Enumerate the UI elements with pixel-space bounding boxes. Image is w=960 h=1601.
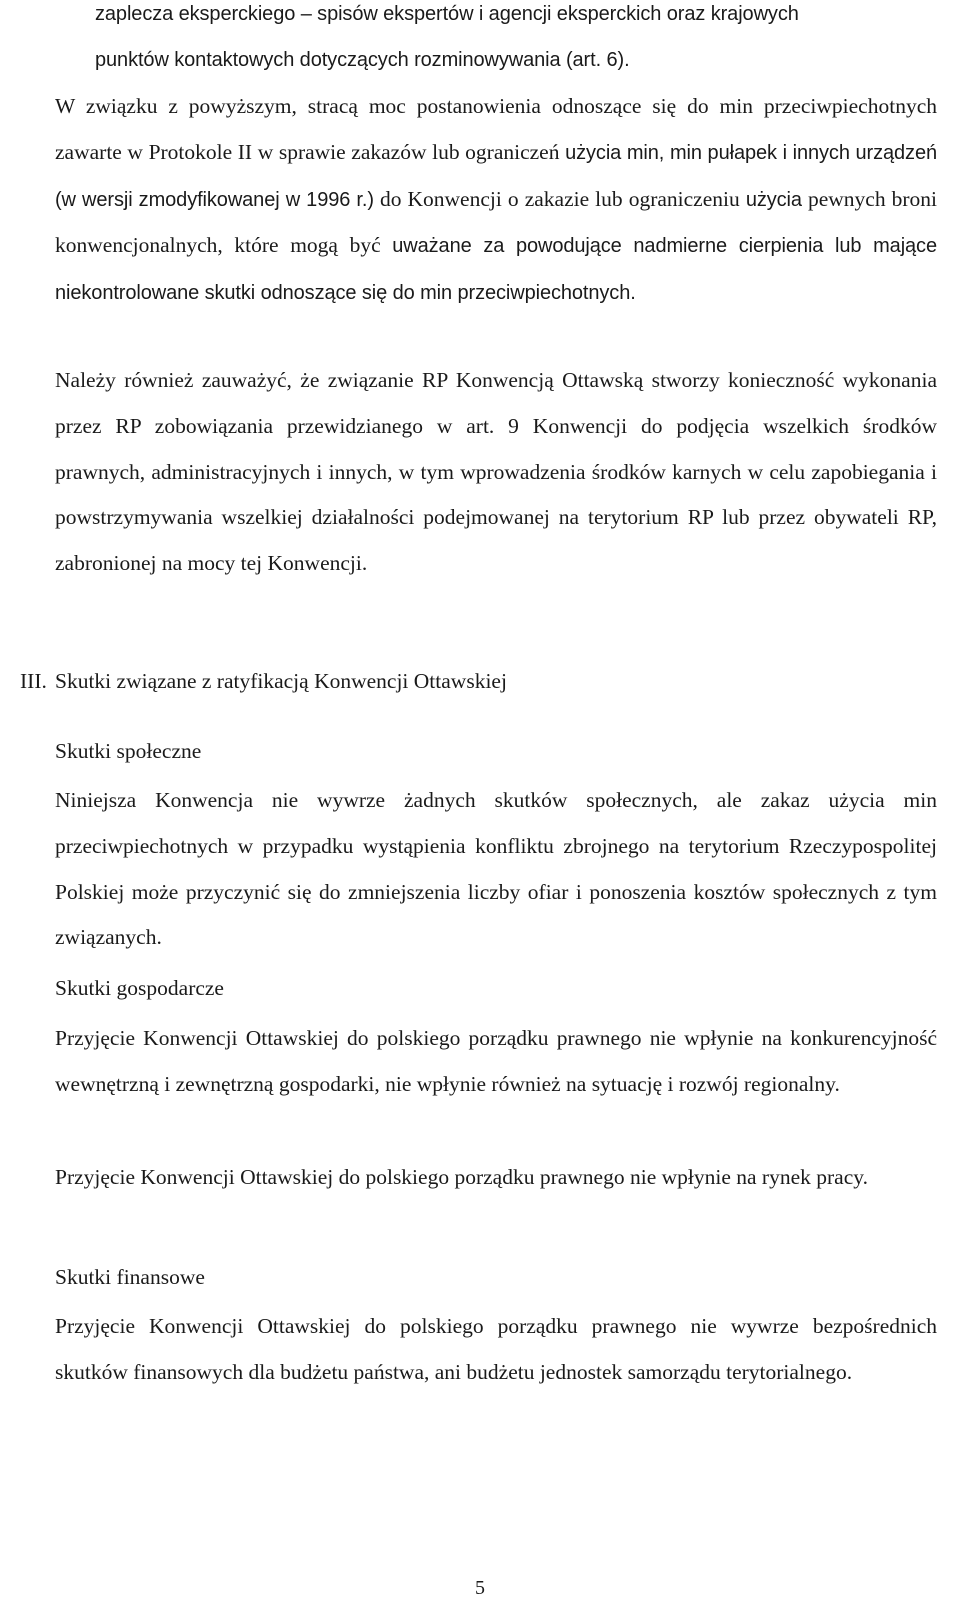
paragraph-obligation: Należy również zauważyć, że związanie RP Konwencją Ottawską stworzy konieczność wykonania przez RP zobowiązania przewidzianego w art. 9 Konwencji do podjęcia wszelkich środków prawnych, administracyjnych i innych, w tym wprowadzenia środków karnych w celu zapobiegania i powstrzymywania wszelkiej działalności podejmowanej na terytorium RP lub przez obywateli RP, zabronionej na mocy tej Konwencji. xyxy=(55,368,937,576)
paragraph-protocol-part4: użycia xyxy=(745,188,802,211)
paragraph-protocol-part6: uważane za powodujące nadmierne cierpienia lub mające niekontrolowane skutki odnoszące się do min przeciwpiechotnych. xyxy=(55,235,937,305)
paragraph-financial: Przyjęcie Konwencji Ottawskiej do polskiego porządku prawnego nie wywrze bezpośrednich skutków finansowych dla budżetu państwa, ani budżetu jednostek samorządu terytorialnego. xyxy=(55,1314,937,1384)
heading-economic: Skutki gospodarcze xyxy=(55,976,224,1000)
paragraph-protocol-part3: do Konwencji o zakazie lub ograniczeniu xyxy=(373,186,740,211)
paragraph-protocol-part5: pewnych broni konwencjonalnych, które mogą być xyxy=(55,186,938,258)
paragraph-economic-1: Przyjęcie Konwencji Ottawskiej do polskiego porządku prawnego nie wpłynie na konkurencyjność wewnętrzną i zewnętrzną gospodarki, nie wpłynie również na sytuację i rozwój regionalny. xyxy=(55,1026,937,1096)
section-title: Skutki związane z ratyfikacją Konwencji Ottawskiej xyxy=(55,669,507,693)
continuation-line-2: punktów kontaktowych dotyczących rozminowywania (art. 6). xyxy=(95,49,630,71)
page-number: 5 xyxy=(475,1577,485,1599)
continuation-line-1: zaplecza eksperckiego – spisów ekspertów i agencji eksperckich oraz krajowych xyxy=(95,3,799,25)
paragraph-protocol xyxy=(55,84,937,317)
paragraph-economic-2: Przyjęcie Konwencji Ottawskiej do polskiego porządku prawnego nie wpłynie na rynek pracy. xyxy=(55,1165,868,1189)
heading-financial: Skutki finansowe xyxy=(55,1265,205,1289)
paragraph-protocol-part1: W związku z powyższym, stracą moc postanowienia odnoszące się do min przeciwpiechotnych zawarte w Protokole II w sprawie zakazów lub ograniczeń xyxy=(55,94,937,164)
paragraph-social: Niniejsza Konwencja nie wywrze żadnych skutków społecznych, ale zakaz użycia min przeciwpiechotnych w przypadku wystąpienia konfliktu zbrojnego na terytorium Rzeczypospolitej Polskiej może przyczynić się do zmniejszenia liczby ofiar i ponoszenia kosztów społecznych z tym związanych. xyxy=(55,788,937,950)
heading-social: Skutki społeczne xyxy=(55,739,202,763)
section-number: III. xyxy=(20,669,47,693)
paragraph-protocol-part2: użycia min, min pułapek i innych urządzeń (w wersji zmodyfikowanej w 1996 r.) xyxy=(55,141,937,211)
